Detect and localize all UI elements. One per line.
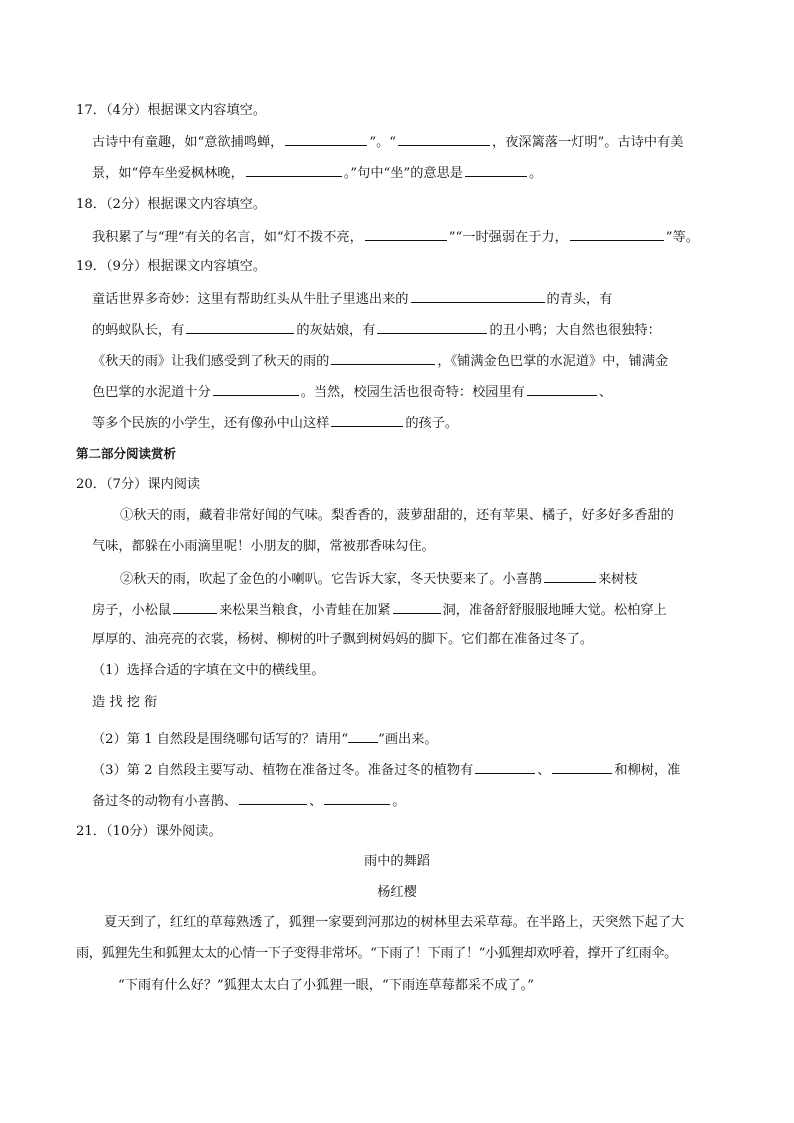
question-19-line-5	[92, 413, 458, 433]
fill-blank[interactable]	[246, 163, 342, 177]
passage-20-para-1-line-2: 气味，都躲在小雨滴里呢！小朋友的脚，常被那香味勾住。	[92, 539, 435, 554]
underline-sample	[348, 729, 378, 743]
text: 洞，准备舒舒服服地睡大觉。松柏穿上	[442, 603, 667, 618]
text: 的丑小鸭；大自然也很独特：	[489, 323, 661, 338]
question-21-heading: 21．（10分）课外阅读。	[76, 824, 222, 839]
text: ”画出来。	[378, 732, 438, 747]
subquestion-3-line-2	[92, 791, 405, 811]
text: 房子，小松鼠	[92, 603, 172, 618]
text: ，夜深篱落一灯明”。古诗中有美	[492, 135, 684, 150]
fill-blank[interactable]	[285, 132, 367, 146]
text: 。当然，校园生活也很奇特：校园里有	[300, 385, 525, 400]
question-17-heading: 17．（4分）根据课文内容填空。	[76, 103, 267, 118]
text: 色巴掌的水泥道十分	[92, 385, 211, 400]
text: 等多个民族的小学生，还有像孙中山这样	[92, 416, 330, 431]
text: 、	[537, 763, 551, 778]
text: 的灰姑娘，有	[296, 323, 376, 338]
text: （2）第 1 自然段是围绕哪句话写的？请用“	[92, 732, 349, 747]
fill-blank[interactable]	[365, 227, 447, 241]
question-19-line-2	[92, 320, 661, 340]
text: ，《铺满金色巴掌的水泥道》中，铺满金	[437, 354, 669, 369]
text: ②秋天的雨，吹起了金色的小喇叭。它告诉大家，冬天快要来了。小喜鹊	[120, 572, 542, 587]
text: 我积累了与“理”有关的名言，如“灯不拨不亮，	[92, 230, 363, 245]
text: 和柳树，准	[614, 763, 681, 778]
fill-blank[interactable]	[465, 163, 527, 177]
question-17-line-1	[92, 132, 683, 152]
fill-blank[interactable]	[393, 600, 441, 614]
text: 童话世界多奇妙：这里有帮助红头从牛肚子里逃出来的	[92, 292, 409, 307]
fill-blank[interactable]	[331, 351, 435, 365]
subquestion-1: （1）选择合适的字填在文中的横线里。	[92, 663, 325, 678]
subquestion-3-line-1	[92, 760, 680, 780]
story-title: 雨中的舞蹈	[364, 854, 430, 869]
fill-blank[interactable]	[324, 791, 390, 805]
text: ”“一时强弱在于力，	[448, 230, 568, 245]
story-para-2: “下雨有什么好？”狐狸太太白了小狐狸一眼，“下雨连草莓都采不成了。”	[118, 978, 534, 993]
text: 景，如“停车坐爱枫林晚，	[92, 166, 244, 181]
text: 、	[309, 794, 323, 809]
fill-blank[interactable]	[331, 413, 403, 427]
question-18-heading: 18．（2分）根据课文内容填空。	[76, 197, 267, 212]
passage-20-para-2-line-2	[92, 600, 667, 620]
fill-blank[interactable]	[398, 132, 490, 146]
question-17-line-2	[92, 163, 542, 183]
text: 的蚂蚁队长，有	[92, 323, 185, 338]
subquestion-2	[92, 729, 438, 749]
fill-blank[interactable]	[475, 760, 535, 774]
fill-blank[interactable]	[544, 569, 596, 583]
fill-blank[interactable]	[552, 760, 612, 774]
text: （3）第 2 自然段主要写动、植物在准备过冬。准备过冬的植物有	[92, 763, 474, 778]
text: 。	[528, 166, 543, 181]
question-20-heading: 20．（7分）课内阅读	[76, 477, 201, 492]
story-para-1-line-2: 雨，狐狸先生和狐狸太太的心情一下子变得非常坏。“下雨了！下雨了！”小狐狸却欢呼着，撑开了红雨伞。	[76, 946, 677, 961]
text: ”。“	[369, 135, 397, 150]
passage-20-para-2-line-1	[120, 569, 638, 589]
text: 来树枝	[598, 572, 638, 587]
question-19-heading: 19．（9分）根据课文内容填空。	[76, 259, 267, 274]
fill-blank[interactable]	[527, 382, 597, 396]
passage-20-para-1-line-1: ①秋天的雨，藏着非常好闻的气味。梨香香的，菠萝甜甜的，还有苹果、橘子，好多好多香甜的	[120, 508, 674, 523]
question-19-line-1	[92, 289, 612, 309]
question-18-line-1	[92, 227, 699, 247]
text: 、	[598, 385, 613, 400]
fill-blank[interactable]	[173, 600, 217, 614]
text: 《秋天的雨》让我们感受到了秋天的雨的	[92, 354, 330, 369]
fill-blank[interactable]	[411, 289, 545, 303]
text: ”等。	[665, 230, 699, 245]
fill-blank[interactable]	[213, 382, 299, 396]
question-19-line-3	[92, 351, 668, 371]
character-choices: 造 找 挖 衔	[92, 695, 158, 710]
text: 备过冬的动物有小喜鹊、	[92, 794, 238, 809]
question-19-line-4	[92, 382, 612, 402]
text: 。”句中“坐”的意思是	[343, 166, 463, 181]
fill-blank[interactable]	[570, 227, 664, 241]
fill-blank[interactable]	[377, 320, 487, 334]
text: 的孩子。	[405, 416, 459, 431]
story-author: 杨红樱	[377, 885, 417, 900]
fill-blank[interactable]	[186, 320, 294, 334]
text: 的青头，有	[546, 292, 613, 307]
story-para-1-line-1: 夏天到了，红红的草莓熟透了，狐狸一家要到河那边的树林里去采草莓。在半路上，天突然下起了大	[104, 915, 685, 930]
text: 。	[392, 794, 406, 809]
text: 来松果当粮食，小青蛙在加紧	[219, 603, 391, 618]
section-heading: 第二部分阅读赏析	[76, 446, 177, 461]
passage-20-para-2-line-3: 厚厚的、油亮亮的衣裳，杨树、柳树的叶子飘到树妈妈的脚下。它们都在准备过冬了。	[92, 632, 594, 647]
text: 古诗中有童趣，如“意欲捕鸣蝉，	[92, 135, 284, 150]
fill-blank[interactable]	[239, 791, 307, 805]
